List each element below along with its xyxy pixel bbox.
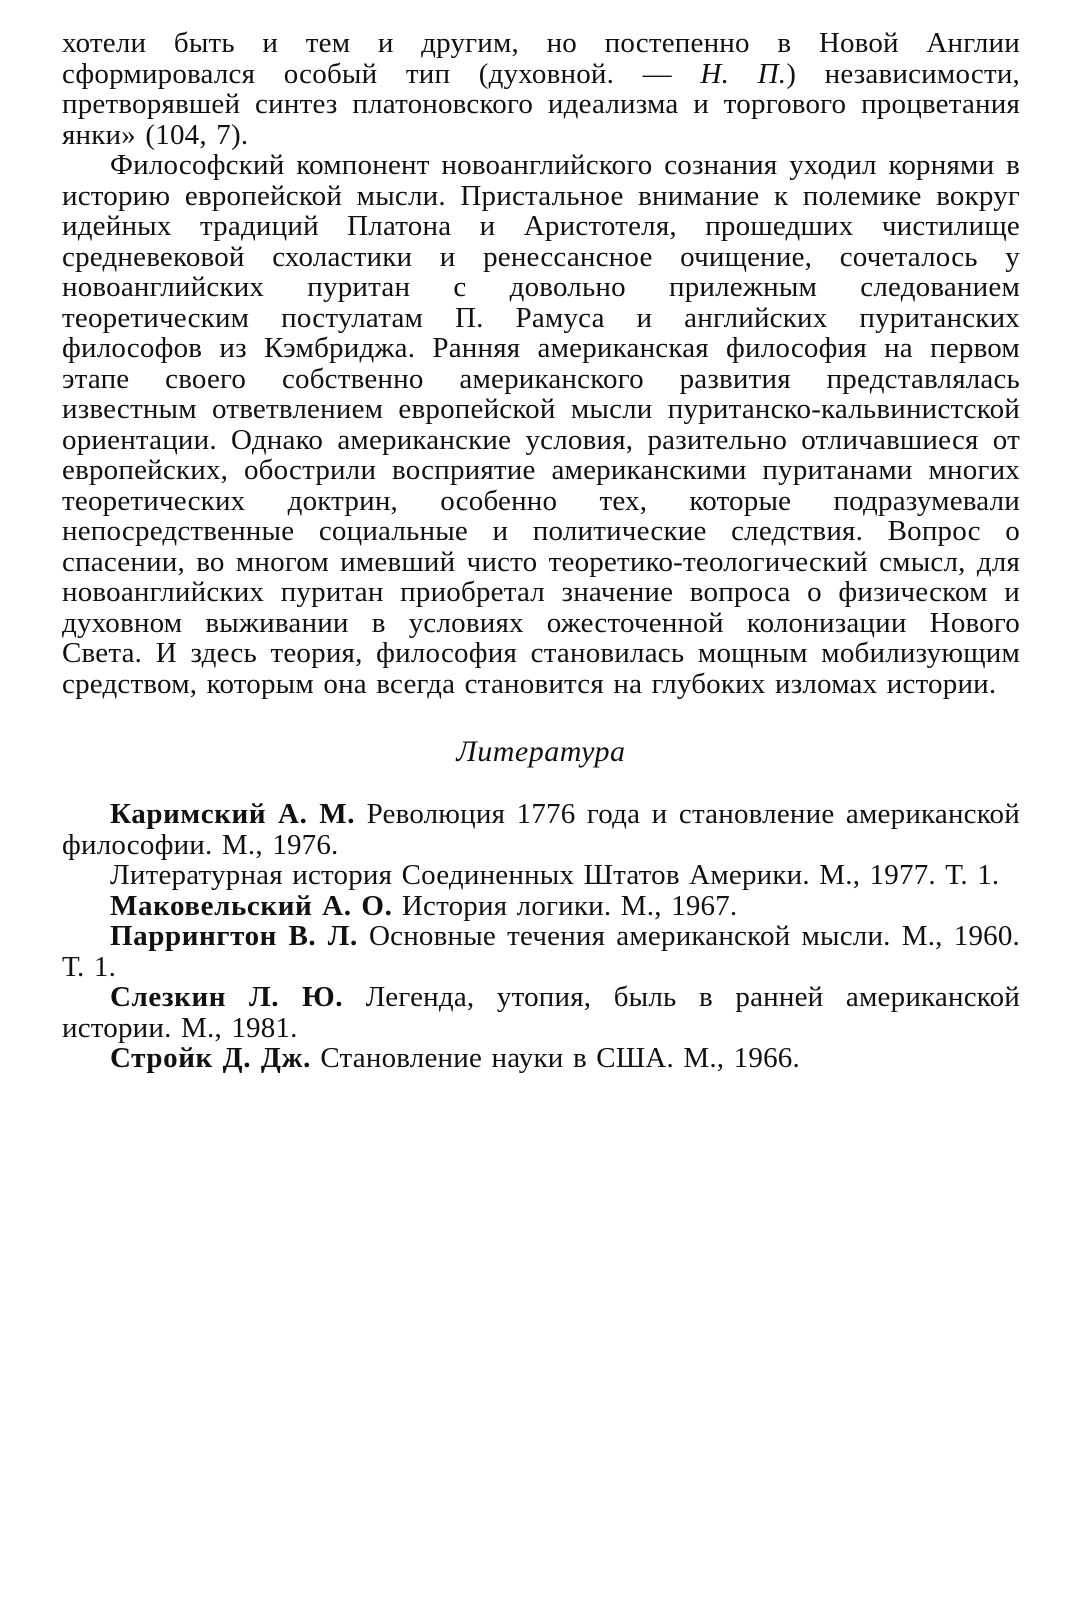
paragraph-philosophy xyxy=(62,150,1020,699)
bibliography-item xyxy=(62,921,1020,982)
bibliography-title: Основные течения американской мысли. М., 1960. Т. 1. xyxy=(62,920,1021,983)
bibliography-heading: Литература xyxy=(456,735,626,768)
bibliography-title: История логики. М., 1967. xyxy=(392,889,738,922)
paragraph-quote-ending xyxy=(62,28,1020,150)
paragraph-text: хотели быть и тем и другим, но постепенно в Новой Англии сформировался особый тип (духовной. — xyxy=(62,27,1020,90)
bibliography-author: Маковельский А. О. xyxy=(110,889,393,922)
bibliography-title: Становление науки в США. М., 1966. xyxy=(310,1042,800,1074)
paragraph-text: Философский компонент новоанглийского сознания уходил корнями в историю европейской мысли. Пристальное внимание к полемике вокруг идейных традиций Платона и Аристотеля, прошедших чистилище средневековой схоластики и ренессансное очищение, сочеталось у новоанглийских пуритан с довольно прилежным следованием теоретическим постулатам П. Рамуса и английских пуританских философов из Кэмбриджа. Ранняя американская философия на первом этапе своего собственно американского развития представлялась известным ответвлением европейской мысли пуританско-кальвинистской ориентации. Однако американские условия, разительно отличавшиеся от европейских, обострили восприятие американскими пуританами многих теоретических доктрин, особенно тех, которые подразумевали непосредственные социальные и политические следствия. Вопрос о спасении, во многом имевший чисто теоретико-теологический смысл, для новоанглийских пуритан приобретал значение вопроса о физическом и духовном выживании в условиях ожесточенной колонизации Нового Света. И здесь теория, философия становилась мощным мобилизующим средством, которым она всегда становится на глубоких изломах истории. xyxy=(62,149,1020,700)
bibliography-item xyxy=(62,860,1020,891)
bibliography-title: Литературная история Соединенных Штатов Америки. М., 1977. Т. 1. xyxy=(110,859,1000,891)
bibliography-author: Слезкин Л. Ю. xyxy=(110,981,344,1013)
bibliography-title: Революция 1776 года и становление американской философии. М., 1976. xyxy=(62,798,1020,861)
bibliography-author: Каримский А. М. xyxy=(110,798,356,830)
bibliography-title: Легенда, утопия, быль в ранней американской истории. М., 1981. xyxy=(62,981,1020,1044)
bibliography-item xyxy=(62,982,1020,1043)
author-initials: Н. П. xyxy=(700,57,787,90)
bibliography-item xyxy=(62,891,1020,922)
bibliography-item xyxy=(62,1043,1020,1074)
bibliography-author: Стройк Д. Дж. xyxy=(110,1042,311,1074)
paragraph-text: ) независимости, претворявшей синтез платоновского идеализма и торгового процветания янки» (104, 7). xyxy=(62,57,1020,151)
bibliography-author: Паррингтон В. Л. xyxy=(110,920,358,952)
bibliography-item xyxy=(62,799,1020,860)
bibliography-list xyxy=(62,799,1020,1074)
book-page xyxy=(62,28,1020,1074)
